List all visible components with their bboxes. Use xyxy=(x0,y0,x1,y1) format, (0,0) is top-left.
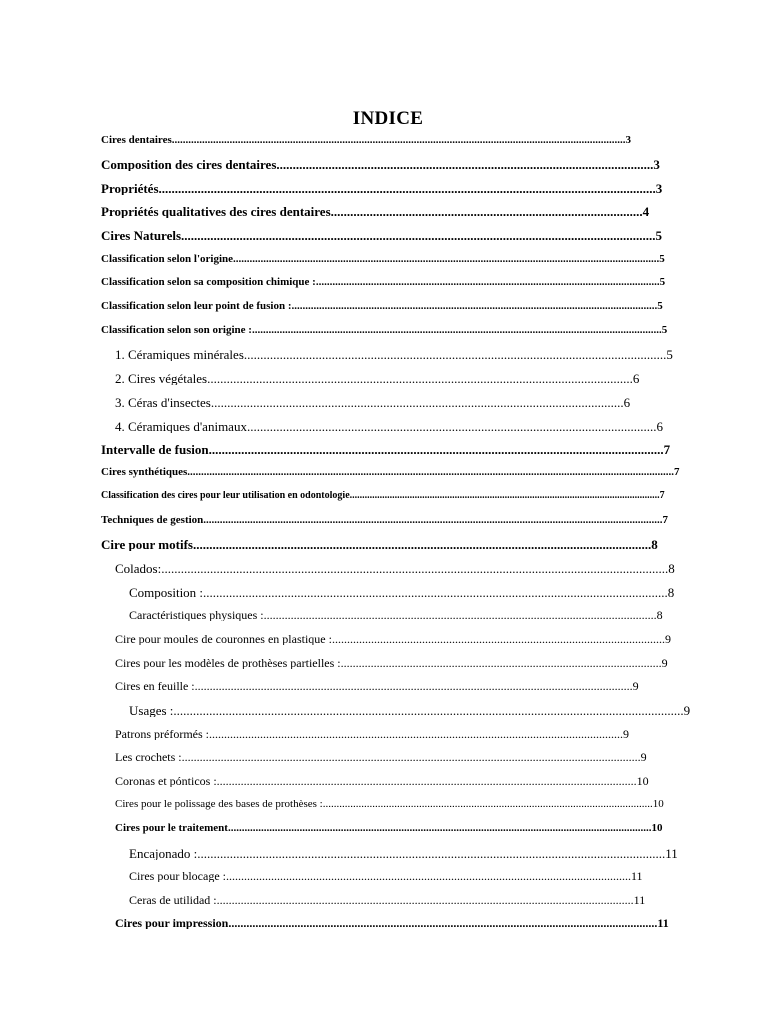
toc-entry-label: Techniques de gestion xyxy=(101,515,204,526)
dot-leader: ................................................................................................................................................ xyxy=(197,847,666,860)
toc-entry xyxy=(129,894,650,906)
dot-leader: .......................................................................................................................................... xyxy=(208,728,623,740)
dot-leader: ..................................................................................................................................................................... xyxy=(171,135,626,146)
toc-entry-label: Classification des cires pour leur utilisation en odontologie xyxy=(101,491,350,501)
toc-entry-page-number: 9 xyxy=(661,657,668,669)
toc-entry xyxy=(101,491,668,501)
dot-leader: ....................................................................................................................................... xyxy=(225,870,631,882)
toc-entry xyxy=(101,443,675,456)
toc-entry-label: Cires pour impression. xyxy=(115,917,232,929)
toc-entry-label: Cires en feuille : xyxy=(115,680,195,692)
toc-entry-label: Cires pour le traitement xyxy=(115,823,228,834)
dot-leader: ............................................................................................................................................................ xyxy=(161,562,669,575)
toc-entry-page-number: 11 xyxy=(665,847,678,860)
dot-leader: ................................................................................................................................................................................. xyxy=(187,467,675,478)
toc-entry-label: Classification selon leur point de fusion : xyxy=(101,301,292,312)
dot-leader: ............................................................................................................................. xyxy=(315,277,660,288)
dot-leader: ............................................................................................................................................................. xyxy=(173,704,684,717)
toc-entry-page-number: 7 xyxy=(659,491,665,501)
toc-entry-label: 3. Céras d'insectes xyxy=(115,396,211,409)
toc-entry xyxy=(115,657,670,669)
toc-entry-page-number: 7 xyxy=(663,443,671,456)
toc-entry-page-number: 8 xyxy=(667,586,675,599)
dot-leader: ................................................................................................................................... xyxy=(263,609,657,621)
toc-entry-page-number: 3 xyxy=(655,182,663,195)
toc-entry xyxy=(115,751,651,763)
toc-entry-label: 2. Cires végétales xyxy=(115,372,208,385)
toc-entry xyxy=(101,182,666,195)
toc-entry-label: Cire pour moules de couronnes en plastique : xyxy=(115,633,332,645)
toc-entry xyxy=(101,538,660,551)
toc-entry xyxy=(115,680,643,692)
toc-entry-label: Intervalle de fusion xyxy=(101,443,209,456)
toc-entry xyxy=(129,609,667,621)
toc-entry xyxy=(101,467,682,478)
dot-leader: .......................................................................................................................................................... xyxy=(227,823,652,834)
dot-leader: ........................................................................................................................................... xyxy=(216,894,634,906)
dot-leader: ......................................................................................................................................................... xyxy=(181,751,641,763)
toc-entry-label: Patrons préformés : xyxy=(115,728,209,740)
toc-entry-label: Cire pour motifs xyxy=(101,538,193,551)
toc-entry-label: Classification selon l'origine xyxy=(101,254,233,265)
toc-entry-page-number: 9 xyxy=(622,728,629,740)
toc-entry-label: 1. Céramiques minérales xyxy=(115,348,244,361)
toc-entry-page-number: 5 xyxy=(661,325,668,336)
dot-leader: ................................................................................................................................... xyxy=(207,372,633,385)
toc-entry xyxy=(101,301,665,312)
toc-entry xyxy=(101,135,634,146)
toc-entry xyxy=(115,728,631,740)
toc-entry xyxy=(115,562,678,575)
toc-entry-page-number: 10 xyxy=(636,775,649,787)
toc-entry xyxy=(115,799,668,810)
toc-entry-page-number: 7 xyxy=(662,515,669,526)
dot-leader: ........................................................................................................... xyxy=(340,657,662,669)
toc-entry-label: Les crochets : xyxy=(115,751,182,763)
toc-entry-page-number: 5 xyxy=(655,229,663,242)
toc-entry xyxy=(115,372,643,385)
toc-entry-label: Composition : xyxy=(129,586,204,599)
dot-leader: ............................................................................................................... xyxy=(331,633,665,645)
toc-entry-page-number: 6 xyxy=(656,420,663,433)
toc-entry-label: Classification selon son origine : xyxy=(101,325,252,336)
dot-leader: ..................................................................................................................................... xyxy=(291,301,658,312)
toc-entry-page-number: 7 xyxy=(674,467,680,478)
dot-leader: ....................................................................................................................................................................... xyxy=(203,515,663,526)
toc-entry xyxy=(101,158,664,171)
toc-entry-page-number: 10 xyxy=(651,823,663,834)
dot-leader: ......................................................................................................................................................... xyxy=(158,182,656,195)
toc-entry-page-number: 9 xyxy=(664,633,671,645)
dot-leader: .................................................................................................................................. xyxy=(243,348,667,361)
toc-entry-label: Coronas et pónticos : xyxy=(115,775,217,787)
toc-entry-page-number: 9 xyxy=(640,751,647,763)
toc-entry xyxy=(115,348,675,361)
toc-entry-page-number: 5 xyxy=(657,301,663,312)
toc-entry-label: Caractéristiques physiques : xyxy=(129,609,264,621)
dot-leader: ............................................................................................................................................ xyxy=(208,443,664,456)
toc-entry-page-number: 8 xyxy=(651,538,658,551)
toc-entry xyxy=(115,917,672,929)
toc-entry-page-number: 9 xyxy=(683,704,691,717)
toc-entry xyxy=(129,586,679,599)
toc-entry-label: Ceras de utilidad : xyxy=(129,894,217,906)
toc-entry-page-number: 11 xyxy=(657,917,669,929)
dot-leader: ............................................................................................................................... xyxy=(210,396,624,409)
toc-entry-page-number: 10 xyxy=(652,799,664,810)
toc-entry-page-number: 5 xyxy=(666,348,673,361)
toc-entry-page-number: 8 xyxy=(656,609,663,621)
toc-entry-label: Cires synthétiques xyxy=(101,467,188,478)
toc-entry xyxy=(115,823,666,834)
toc-entry-page-number: 6 xyxy=(632,372,640,385)
toc-entry xyxy=(129,704,694,717)
dot-leader: .............................................................................................................................. xyxy=(246,420,657,433)
toc-entry-label: Cires pour le polissage des bases de prothèses : xyxy=(115,799,323,810)
toc-entry xyxy=(129,870,645,882)
dot-leader: .............................................................................................................................................. xyxy=(231,917,658,929)
toc-entry xyxy=(101,205,654,218)
toc-entry xyxy=(101,254,669,265)
dot-leader: ............................................................................................................................................. xyxy=(192,538,652,551)
toc-entry-page-number: 8 xyxy=(668,562,675,575)
toc-entry xyxy=(101,229,667,242)
toc-entry-label: Composition des cires dentaires xyxy=(101,158,277,171)
toc-entry xyxy=(115,633,675,645)
toc-entry-label: Cires pour blocage : xyxy=(129,870,226,882)
dot-leader: ................................................................................................ xyxy=(330,205,643,218)
dot-leader: ........................................................................................................................ xyxy=(322,799,653,810)
toc-entry xyxy=(101,515,672,526)
toc-entry-page-number: 3 xyxy=(625,135,632,146)
toc-entry-label: Propriétés qualitatives des cires dentaires xyxy=(101,205,331,218)
toc-entry-label: Cires dentaires xyxy=(101,135,172,146)
toc-entry-page-number: 6 xyxy=(623,396,631,409)
dot-leader: ........................................................................................................................................................... xyxy=(233,254,660,265)
toc-entry xyxy=(101,277,669,288)
dot-leader: .................................................................................................................... xyxy=(276,158,654,171)
toc-entry-page-number: 5 xyxy=(659,254,665,265)
toc-entry xyxy=(129,847,681,860)
toc-entry-page-number: 3 xyxy=(653,158,660,171)
toc-entry-label: Colados: xyxy=(115,562,162,575)
toc-entry-page-number: 11 xyxy=(633,894,646,906)
toc-entry xyxy=(115,775,651,787)
toc-entry xyxy=(115,420,668,433)
toc-entry-label: Encajonado : xyxy=(129,847,198,860)
dot-leader: ............................................................................................................................................ xyxy=(216,775,637,787)
dot-leader: ..................................................................................................................................................... xyxy=(251,325,662,336)
toc-entry-label: Cires pour les modèles de prothèses partielles : xyxy=(115,657,341,669)
toc-entry-label: Cires Naturels xyxy=(101,229,182,242)
toc-entry xyxy=(101,325,670,336)
toc-entry-page-number: 5 xyxy=(659,277,666,288)
toc-entry xyxy=(115,396,635,409)
toc-entry-page-number: 11 xyxy=(630,870,643,882)
dot-leader: ............................................................................................................................ xyxy=(349,491,660,501)
toc-entry-page-number: 9 xyxy=(632,680,639,692)
toc-entry-page-number: 4 xyxy=(642,205,650,218)
toc-entry-label: 4. Céramiques d'animaux xyxy=(115,420,247,433)
toc-entry-label: Usages : xyxy=(129,704,174,717)
page-title: INDICE xyxy=(352,108,424,129)
toc-entry-label: Classification selon sa composition chimique : xyxy=(101,277,316,288)
dot-leader: ............................................................................................................................................... xyxy=(203,586,668,599)
toc-entry-label: Propriétés xyxy=(101,182,159,195)
dot-leader: .................................................................................................................................................. xyxy=(194,680,633,692)
dot-leader: .................................................................................................................................................. xyxy=(181,229,656,242)
